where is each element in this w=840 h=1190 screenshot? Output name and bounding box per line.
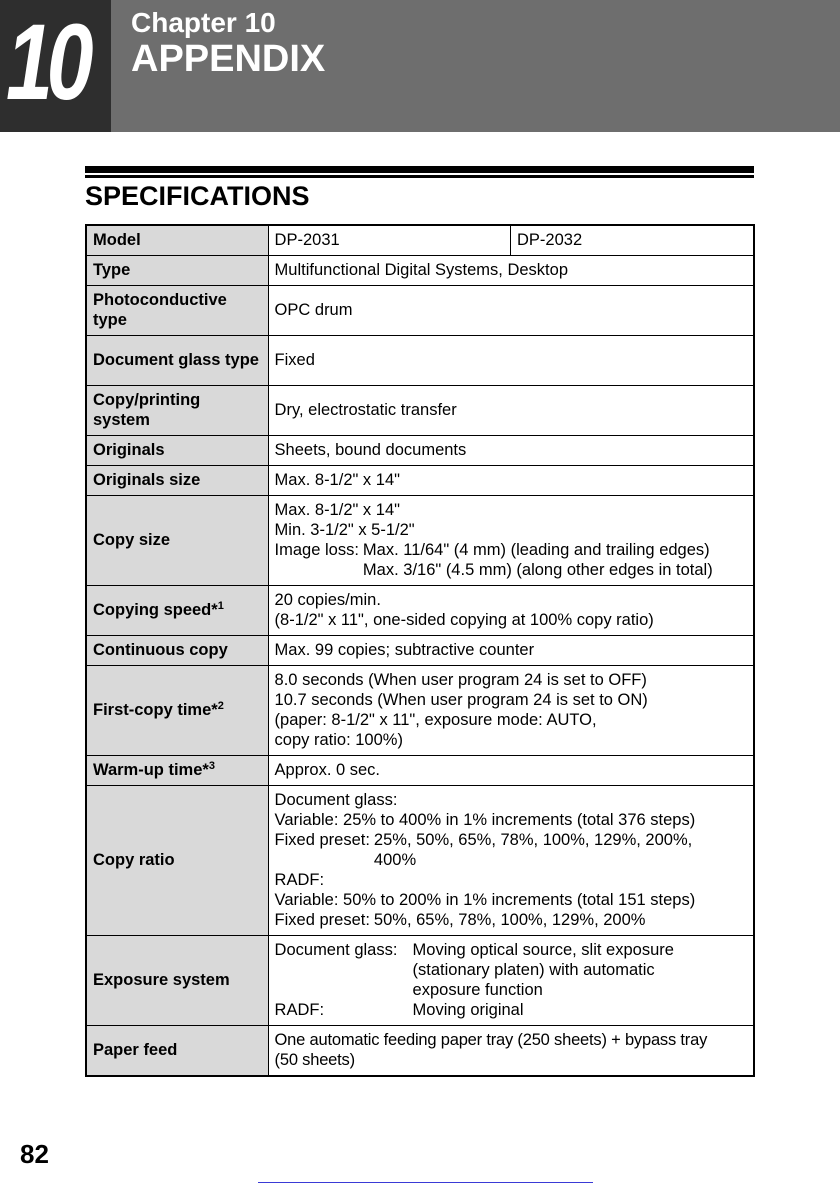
page-number: 82	[20, 1139, 49, 1169]
row-value	[268, 785, 754, 935]
value-line: 25%, 50%, 65%, 78%, 100%, 129%, 200%,	[373, 831, 693, 849]
table-row-copy-ratio	[86, 785, 754, 935]
value-key: Document glass:	[274, 941, 398, 959]
chapter-title: APPENDIX	[131, 38, 326, 80]
table-row-copy-size	[86, 495, 754, 585]
value-line: (paper: 8-1/2" x 11", exposure mode: AUTO,	[274, 711, 597, 729]
row-label: Paper feed	[86, 1025, 268, 1076]
value-line: RADF:	[274, 871, 325, 889]
table-row-originals-size	[86, 465, 754, 495]
glass-preset-group	[275, 830, 747, 870]
row-value: Approx. 0 sec.	[268, 755, 754, 785]
row-value: OPC drum	[268, 285, 754, 335]
footnote-ref: 1	[217, 600, 224, 612]
row-label	[86, 585, 268, 635]
row-label: Copy ratio	[86, 785, 268, 935]
table-row-warm-up-time	[86, 755, 754, 785]
value-line: exposure function	[412, 981, 543, 999]
row-label: Model	[86, 225, 268, 255]
table-row-document-glass	[86, 335, 754, 385]
value-key: Image loss:	[274, 541, 359, 559]
section-rule-thick	[85, 166, 754, 173]
table-row-exposure-system	[86, 935, 754, 1025]
exposure-glass-group	[275, 940, 747, 1000]
chapter-header	[0, 0, 840, 132]
chapter-number: 10	[6, 1, 88, 122]
table-row-continuous-copy	[86, 635, 754, 665]
exposure-radf-group	[275, 1000, 747, 1020]
value-key: Fixed preset:	[274, 831, 370, 849]
table-row-type	[86, 255, 754, 285]
chapter-label: Chapter 10	[131, 7, 276, 38]
footnote-ref: 2	[217, 700, 224, 712]
value-line: Max. 3/16" (4.5 mm) (along other edges in total)	[362, 561, 713, 579]
table-row-copying-speed	[86, 585, 754, 635]
value-line: copy ratio: 100%)	[274, 731, 403, 749]
row-value	[268, 585, 754, 635]
model-dp-2032: DP-2032	[511, 225, 754, 255]
table-row-copy-system	[86, 385, 754, 435]
value-line: 50%, 65%, 78%, 100%, 129%, 200%	[373, 911, 646, 929]
row-value: Dry, electrostatic transfer	[268, 385, 754, 435]
row-value	[268, 935, 754, 1025]
value-line: Min. 3-1/2" x 5-1/2"	[274, 521, 415, 539]
label-text: First-copy time*	[93, 701, 218, 719]
model-dp-2031: DP-2031	[268, 225, 510, 255]
table-row-first-copy-time	[86, 665, 754, 755]
value-line: Moving original	[412, 1001, 524, 1019]
row-value	[268, 495, 754, 585]
section-rule-thin	[85, 175, 754, 178]
value-line: Document glass:	[274, 791, 398, 809]
value-line: (8-1/2" x 11", one-sided copying at 100% copy ratio)	[274, 611, 654, 629]
value-line: One automatic feeding paper tray (250 sheets) + bypass tray	[274, 1031, 708, 1050]
row-label	[86, 755, 268, 785]
row-label: Exposure system	[86, 935, 268, 1025]
value-line: Max. 11/64" (4 mm) (leading and trailing edges)	[362, 541, 710, 559]
row-value: Fixed	[268, 335, 754, 385]
row-label: Type	[86, 255, 268, 285]
row-value: Sheets, bound documents	[268, 435, 754, 465]
row-label: Copy/printing system	[86, 385, 268, 435]
row-label: Continuous copy	[86, 635, 268, 665]
value-line: 400%	[373, 851, 417, 869]
row-label	[86, 665, 268, 755]
image-loss-group	[275, 540, 751, 580]
row-value	[268, 665, 754, 755]
table-row-paper-feed	[86, 1025, 754, 1076]
value-line: Variable: 25% to 400% in 1% increments (total 376 steps)	[274, 811, 696, 829]
table-row-photoconductive	[86, 285, 754, 335]
row-value: Max. 8-1/2" x 14"	[268, 465, 754, 495]
value-line: 10.7 seconds (When user program 24 is set to ON)	[274, 691, 648, 709]
value-line: Moving optical source, slit exposure	[412, 941, 674, 959]
label-text: Warm-up time*	[93, 761, 209, 779]
footnote-ref: 3	[208, 760, 215, 772]
row-label: Originals	[86, 435, 268, 465]
row-value: Max. 99 copies; subtractive counter	[268, 635, 754, 665]
row-label: Copy size	[86, 495, 268, 585]
chapter-number-block	[0, 0, 111, 132]
value-line: (50 sheets)	[274, 1051, 355, 1070]
label-text: Copying speed*	[93, 601, 218, 619]
value-line: Max. 8-1/2" x 14"	[274, 501, 400, 519]
row-value: Multifunctional Digital Systems, Desktop	[268, 255, 754, 285]
value-line: Variable: 50% to 200% in 1% increments (total 151 steps)	[274, 891, 696, 909]
row-label: Document glass type	[86, 335, 268, 385]
row-value	[268, 1025, 754, 1076]
table-row-model	[86, 225, 754, 255]
radf-preset-group	[275, 910, 747, 930]
footer-link-underline	[258, 1182, 593, 1183]
specifications-table	[85, 224, 755, 1077]
table-row-originals	[86, 435, 754, 465]
row-label: Photoconductive type	[86, 285, 268, 335]
value-line: (stationary platen) with automatic	[412, 961, 655, 979]
value-key: Fixed preset:	[274, 911, 370, 929]
section-title: SPECIFICATIONS	[85, 181, 310, 211]
value-key: RADF:	[274, 1001, 325, 1019]
row-label: Originals size	[86, 465, 268, 495]
value-line: 20 copies/min.	[274, 591, 381, 609]
value-line: 8.0 seconds (When user program 24 is set to OFF)	[274, 671, 647, 689]
